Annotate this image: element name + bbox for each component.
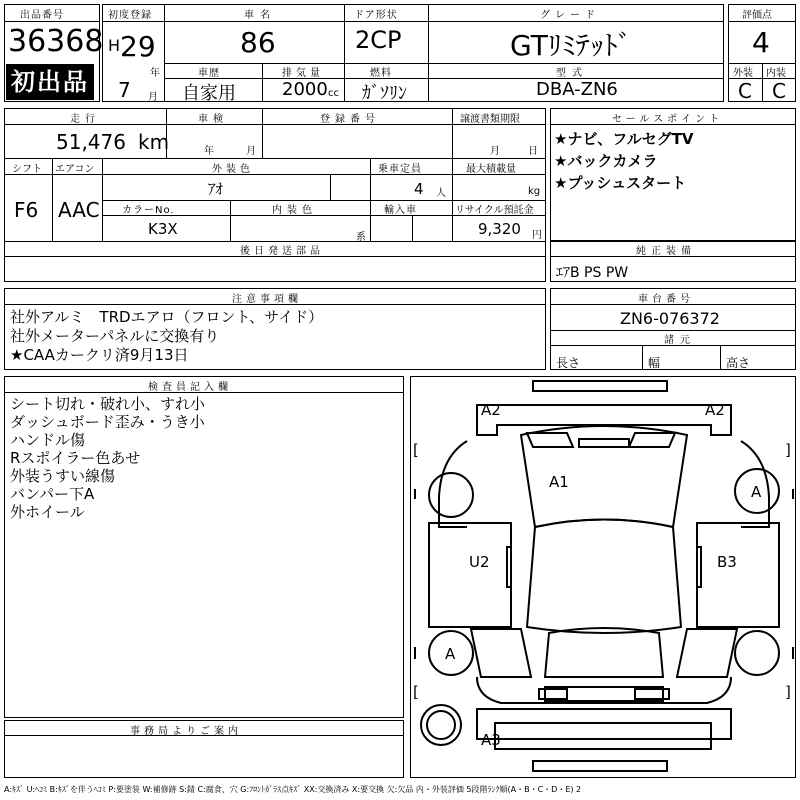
ext-grade: C xyxy=(738,79,752,103)
color-no: K3X xyxy=(148,220,178,238)
length-label: 長さ xyxy=(556,356,581,370)
fuel-label: 燃料 xyxy=(370,68,392,79)
model-name: 86 xyxy=(240,26,276,59)
int-color-unit: 系 xyxy=(356,232,366,243)
shaken-label: 車検 xyxy=(198,114,228,125)
type-label: 型式 xyxy=(556,68,588,79)
history-label: 車歴 xyxy=(198,68,220,79)
colorno-label: カラーNo. xyxy=(122,205,175,216)
fuel: ｶﾞｿﾘﾝ xyxy=(362,83,407,104)
int-grade: C xyxy=(772,79,786,103)
mark-a-right-wheel: A xyxy=(751,483,762,501)
year-unit: 年 xyxy=(150,68,160,79)
mark-a1: A1 xyxy=(549,473,569,491)
reg-year: 29 xyxy=(120,30,156,63)
car-outline xyxy=(411,377,797,779)
note-line-2: 社外メーターパネルに交換有り xyxy=(10,327,220,345)
color-label: 外装色 xyxy=(212,164,254,175)
sales-label: セールスポイント xyxy=(612,114,724,125)
mileage-label: 走行 xyxy=(70,114,100,125)
bracket-right-top: ] xyxy=(785,441,791,459)
damage-diagram xyxy=(410,376,796,778)
ac-label: エアコン xyxy=(55,164,95,175)
height-label: 高さ xyxy=(726,356,751,370)
ext-grade-label: 外装 xyxy=(733,68,753,79)
capacity-unit: 人 xyxy=(436,188,446,199)
legend: A:ｷｽﾞ U:ﾍｺﾐ B:ｷｽﾞを伴うﾍｺﾐ P:要塗装 W:補修跡 S:錆 C:腐食、穴 G:ﾌﾛﾝﾄｶﾞﾗｽ点ｷｽﾞ XX:交換済み X:要交換 欠:欠品 内・外装評価 5段階ﾗﾝｸ順(A・B・C・D・E) 2 xyxy=(4,785,582,794)
capacity: 4 xyxy=(414,180,424,198)
displacement-unit: cc xyxy=(328,88,339,99)
score: 4 xyxy=(752,26,770,59)
inspector-lines xyxy=(10,395,205,521)
era: H xyxy=(108,36,121,55)
bracket-left-bottom: [ xyxy=(413,683,419,701)
door-type: 2CP xyxy=(355,26,402,54)
dims-label: 諸元 xyxy=(664,335,696,346)
aircon: AAC xyxy=(58,198,100,222)
width-label: 幅 xyxy=(648,356,661,370)
first-reg-label: 初度登録 xyxy=(108,10,152,21)
first-listing-badge: 初出品 xyxy=(6,64,94,100)
parts-label: 後日発送部品 xyxy=(240,246,324,257)
transfer-day: 日 xyxy=(528,146,538,157)
inspector-line-5: 外装うすい線傷 xyxy=(10,467,116,485)
mileage-unit: km xyxy=(138,130,170,154)
lot-number: 36368 xyxy=(8,24,104,59)
notes-lines xyxy=(10,308,323,365)
inspector-line-7: 外ホイール xyxy=(10,503,85,521)
grade-label: グレード xyxy=(540,10,600,21)
model-label: 車名 xyxy=(244,10,276,21)
chassis-no: ZN6-076372 xyxy=(620,309,720,328)
inspector-line-1: シート切れ・破れ小、すれ小 xyxy=(10,395,206,413)
mark-u2: U2 xyxy=(469,553,490,571)
mark-a-left-wheel: A xyxy=(445,645,456,663)
mark-a2-left: A2 xyxy=(481,401,501,419)
history: 自家用 xyxy=(182,83,236,104)
bracket-left-top: [ xyxy=(413,441,419,459)
note-line-3: ★CAAカークリ済9月13日 xyxy=(10,346,189,364)
door-label: ドア形状 xyxy=(354,10,398,21)
score-label: 評価点 xyxy=(742,10,772,21)
shift: F6 xyxy=(14,198,39,222)
equip-value: ｴｱB PS PW xyxy=(556,265,629,281)
bracket-right-bottom: ] xyxy=(785,683,791,701)
mark-a3: A3 xyxy=(481,731,501,749)
capacity-label: 乗車定員 xyxy=(378,164,422,175)
grade: GTﾘﾐﾃｯﾄﾞ xyxy=(510,29,632,62)
sales-line-3: ★プッシュスタート xyxy=(554,174,687,192)
load-unit: kg xyxy=(528,186,541,197)
recycle-label: リサイクル預託金 xyxy=(455,205,534,216)
regno-label: 登録番号 xyxy=(320,114,380,125)
ext-color: ｱｵ xyxy=(208,180,224,198)
recycle-unit: 円 xyxy=(532,230,542,241)
reg-month: 7 xyxy=(118,78,131,102)
inspector-label: 検査員記入欄 xyxy=(148,382,232,393)
mark-b3: B3 xyxy=(717,553,737,571)
month-unit: 月 xyxy=(148,92,158,103)
notes-label: 注意事項欄 xyxy=(232,294,302,305)
load-label: 最大積載量 xyxy=(466,164,516,175)
mark-a2-right: A2 xyxy=(705,401,725,419)
int-grade-label: 内装 xyxy=(766,68,786,79)
shaken-month: 月 xyxy=(246,146,256,157)
inspector-line-6: バンパー下A xyxy=(10,485,95,503)
shaken-year: 年 xyxy=(204,146,214,157)
chassis-label: 車台番号 xyxy=(638,294,694,305)
transfer-label: 譲渡書類期限 xyxy=(460,114,520,125)
model-type: DBA-ZN6 xyxy=(536,79,618,100)
mileage: 51,476 xyxy=(56,130,126,154)
note-line-1: 社外アルミ TRDエアロ（フロント、サイド） xyxy=(10,308,324,326)
sales-line-1: ★ナビ、フルセグTV xyxy=(554,130,694,148)
inspector-line-3: ハンドル傷 xyxy=(10,431,86,449)
transfer-month: 月 xyxy=(490,146,500,157)
import-label: 輸入車 xyxy=(384,205,417,216)
shift-label: シフト xyxy=(12,164,42,175)
displacement-label: 排気量 xyxy=(282,68,324,79)
sales-line-2: ★バックカメラ xyxy=(554,152,658,170)
int-color-label: 内装色 xyxy=(272,205,317,216)
inspector-line-4: Rスポイラー色あせ xyxy=(10,449,141,467)
lot-no-label: 出品番号 xyxy=(20,10,64,21)
equip-label: 純正装備 xyxy=(636,246,696,257)
office-label: 事務局よりご案内 xyxy=(130,726,242,737)
recycle-fee: 9,320 xyxy=(478,220,521,238)
displacement: 2000 xyxy=(282,79,328,100)
inspector-line-2: ダッシュボード歪み・うき小 xyxy=(10,413,205,431)
